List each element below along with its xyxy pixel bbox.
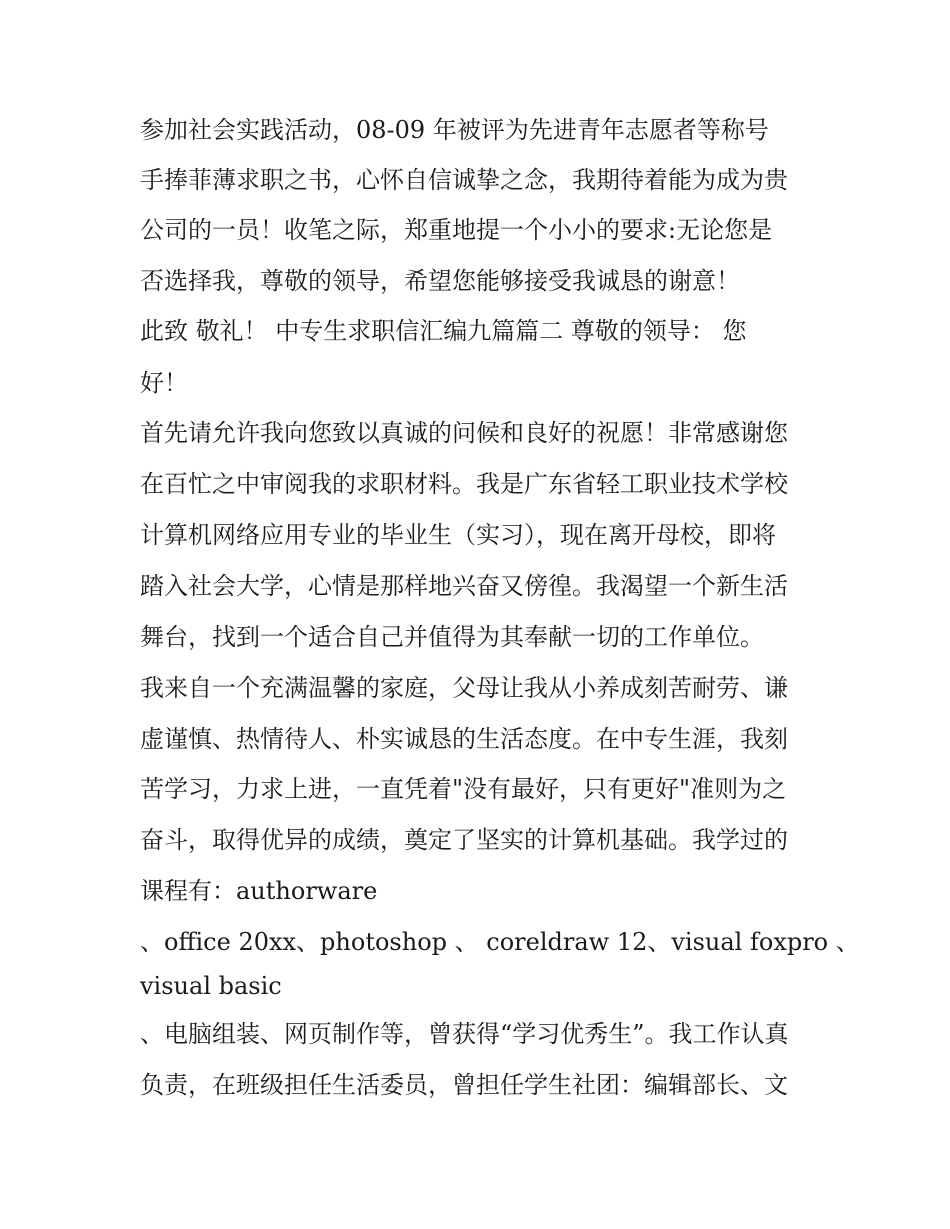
text-line: 踏入社会大学，心情是那样地兴奋又傍徨。我渴望一个新生活 — [140, 572, 788, 600]
text-line: 好！ — [140, 369, 188, 397]
text-line: 我来自一个充满温馨的家庭，父母让我从小养成刻苦耐劳、谦 — [140, 674, 788, 702]
text-line: 虚谨慎、热情待人、朴实诚恳的生活态度。在中专生涯，我刻 — [140, 725, 788, 753]
text-line: 公司的一员！收笔之际，郑重地提一个小小的要求:无论您是 — [140, 216, 773, 244]
text-line: 课程有：authorware — [140, 877, 378, 905]
text-line: 苦学习，力求上进，一直凭着"没有最好，只有更好"准则为之 — [140, 775, 787, 803]
text-line: 否选择我，尊敬的领导，希望您能够接受我诚恳的谢意！ — [140, 267, 740, 295]
text-line: 在百忙之中审阅我的求职材料。我是广东省轻工职业技术学校 — [140, 470, 788, 498]
text-line: 舞台，找到一个适合自己并值得为其奉献一切的工作单位。 — [140, 623, 764, 651]
text-line: 奋斗，取得优异的成绩，奠定了坚实的计算机基础。我学过的 — [140, 826, 788, 854]
text-line: 此致 敬礼！ 中专生求职信汇编九篇篇二 尊敬的领导： 您 — [140, 317, 747, 345]
text-line: 、电脑组装、网页制作等，曾获得“学习优秀生”。我工作认真 — [140, 1020, 789, 1048]
text-line: 参加社会实践活动，08-09 年被评为先进青年志愿者等称号 — [140, 116, 769, 144]
text-line: 计算机网络应用专业的毕业生（实习），现在离开母校，即将 — [140, 521, 776, 549]
text-line: 负责，在班级担任生活委员，曾担任学生社团：编辑部长、文 — [140, 1071, 788, 1099]
text-line: 、office 20xx、photoshop 、 coreldraw 12、visual foxpro 、 — [140, 928, 860, 956]
text-line: 手捧菲薄求职之书，心怀自信诚挚之念，我期待着能为成为贵 — [140, 166, 788, 194]
text-line: visual basic — [140, 972, 282, 1000]
text-line: 首先请允许我向您致以真诚的问候和良好的祝愿！非常感谢您 — [140, 419, 788, 447]
